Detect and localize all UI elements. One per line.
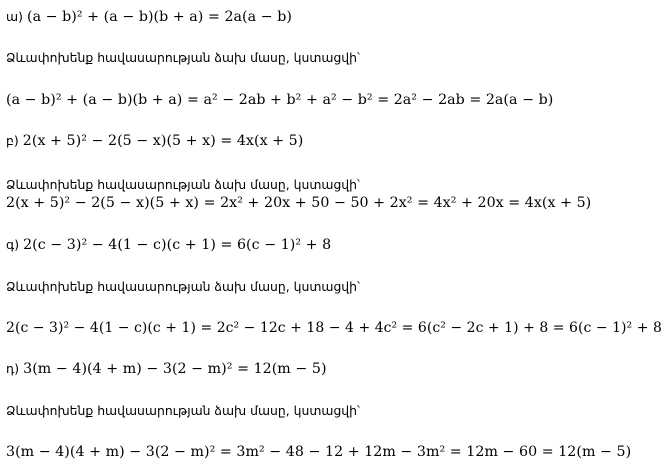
problem-letter: բ)	[6, 133, 23, 148]
problem-letter: գ)	[6, 237, 24, 252]
problem-equation: 2(c − 3)² − 4(1 − c)(c + 1) = 6(c − 1)² + 8	[23, 237, 332, 253]
problem-d	[6, 359, 327, 379]
instruction-a: Ձևափոխենք հավասարության ձախ մասը, կստացվի՝	[6, 50, 360, 65]
instruction-b: Ձևափոխենք հավասարության ձախ մասը, կստացվի՝	[6, 177, 360, 192]
problem-b	[6, 131, 303, 151]
problem-equation: 2(x + 5)² − 2(5 − x)(5 + x) = 4x(x + 5)	[22, 133, 304, 149]
problem-equation: (a − b)² + (a − b)(b + a) = 2a(a − b)	[27, 9, 292, 25]
instruction-d: Ձևափոխենք հավասարության ձախ մասը, կստացվի՝	[6, 403, 360, 418]
solution-b: 2(x + 5)² − 2(5 − x)(5 + x) = 2x² + 20x + 50 − 50 + 2x² = 4x² + 20x = 4x(x + 5)	[6, 195, 592, 211]
problem-letter: դ)	[6, 361, 24, 376]
instruction-c: Ձևափոխենք հավասարության ձախ մասը, կստացվի՝	[6, 279, 360, 294]
problem-c	[6, 235, 331, 255]
solution-c: 2(c − 3)² − 4(1 − c)(c + 1) = 2c² − 12c + 18 − 4 + 4c² = 6(c² − 2c + 1) + 8 = 6(c − 1)² + 8	[6, 320, 662, 336]
solution-d: 3(m − 4)(4 + m) − 3(2 − m)² = 3m² − 48 − 12 + 12m − 3m² = 12m − 60 = 12(m − 5)	[6, 444, 632, 460]
solution-a: (a − b)² + (a − b)(b + a) = a² − 2ab + b² + a² − b² = 2a² − 2ab = 2a(a − b)	[6, 92, 554, 108]
problem-letter: ա)	[6, 9, 27, 24]
problem-equation: 3(m − 4)(4 + m) − 3(2 − m)² = 12(m − 5)	[23, 361, 327, 377]
problem-a	[6, 7, 292, 27]
